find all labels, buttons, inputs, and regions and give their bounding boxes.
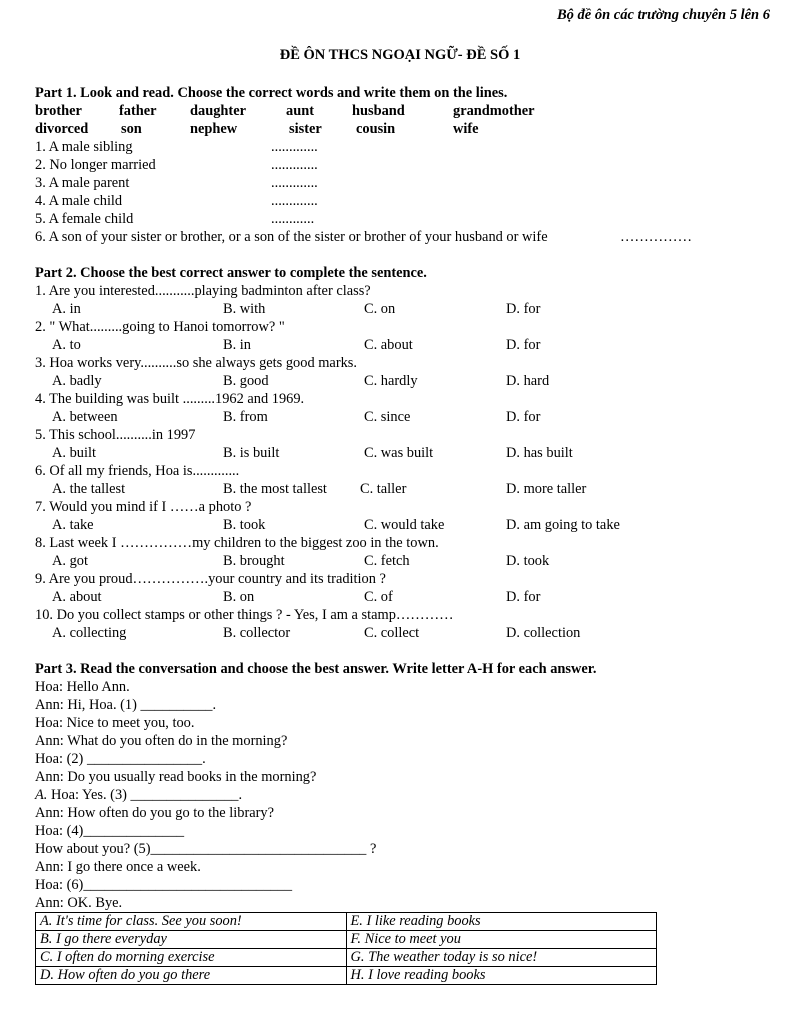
dialogue-line: Ann: How often do you go to the library? [35,805,274,821]
dialogue-line: Ann: What do you often do in the morning? [35,733,288,749]
dialogue-prefix: A. [35,787,48,803]
question-text: 1. Are you interested...........playing badminton after class? [35,283,371,299]
answer-option-b[interactable]: B. from [223,409,268,425]
answer-options-row [35,552,775,570]
dialogue-line: Ann: OK. Bye. [35,895,123,911]
word-bank-item: husband [352,103,405,119]
answer-option-b[interactable]: B. brought [223,553,285,569]
word-bank-item: son [121,121,142,137]
item-text: 6. A son of your sister or brother, or a son of the sister or brother of your husband or wife [35,229,548,245]
worksheet-content [35,84,775,985]
answer-option-d[interactable]: D. am going to take [506,517,620,533]
question-text: 7. Would you mind if I ……a photo ? [35,499,252,515]
answer-option-a[interactable]: A. about [52,589,102,605]
word-bank-item: aunt [286,103,314,119]
answer-option-b[interactable]: B. good [223,373,269,389]
dialogue-line: Hoa: Nice to meet you, too. [35,715,195,731]
word-bank-item: sister [289,121,322,137]
question-text: 2. " What.........going to Hanoi tomorrow? " [35,319,285,335]
word-bank-item: cousin [356,121,396,137]
answer-option-a[interactable]: A. to [52,337,81,353]
part1-item [35,228,775,246]
answer-options-row [35,372,775,390]
answer-options-row [35,300,775,318]
answer-option-a[interactable]: A. in [52,301,81,317]
answer-option-b[interactable]: B. is built [223,445,280,461]
part1-item [35,210,775,228]
option-cell: E. I like reading books [346,913,657,931]
answer-option-c[interactable]: C. hardly [364,373,418,389]
item-text: 4. A male child [35,193,123,209]
question-text: 8. Last week I ……………my children to the biggest zoo in the town. [35,535,439,551]
answer-option-c[interactable]: C. on [364,301,396,317]
answer-option-c[interactable]: C. fetch [364,553,410,569]
answer-option-d[interactable]: D. for [506,409,541,425]
answer-blank[interactable]: ............. [271,139,318,155]
answer-option-d[interactable]: D. for [506,301,541,317]
answer-option-b[interactable]: B. took [223,517,266,533]
part1-item [35,192,775,210]
option-cell: C. I often do morning exercise [36,949,347,967]
item-text: 1. A male sibling [35,139,133,155]
question-text: 4. The building was built .........1962 and 1969. [35,391,305,407]
answer-option-c[interactable]: C. about [364,337,413,353]
option-cell: H. I love reading books [346,967,657,985]
dialogue-line: Hoa: (6)_____________________________ [35,877,293,893]
part1-heading: Part 1. Look and read. Choose the correct words and write them on the lines. [35,85,508,101]
answer-option-c[interactable]: C. taller [360,481,407,497]
question-text: 6. Of all my friends, Hoa is............. [35,463,240,479]
answer-options-row [35,336,775,354]
option-cell: A. It's time for class. See you soon! [36,913,347,931]
answer-option-c[interactable]: C. since [364,409,411,425]
answer-option-a[interactable]: A. collecting [52,625,127,641]
word-bank-item: brother [35,103,82,119]
answer-option-d[interactable]: D. for [506,337,541,353]
word-bank-item: nephew [190,121,238,137]
answer-option-d[interactable]: D. hard [506,373,550,389]
answer-option-c[interactable]: C. was built [364,445,434,461]
doc-title: ĐỀ ÔN THCS NGOẠI NGỮ- ĐỀ SỐ 1 [279,47,521,63]
answer-blank[interactable]: ............. [271,157,318,173]
word-bank-item: divorced [35,121,89,137]
answer-option-d[interactable]: D. for [506,589,541,605]
part1-item [35,138,775,156]
part2-heading: Part 2. Choose the best correct answer to complete the sentence. [35,265,427,281]
dialogue-line: Ann: Do you usually read books in the morning? [35,769,317,785]
item-text: 5. A female child [35,211,134,227]
answer-options-row [35,588,775,606]
answer-option-b[interactable]: B. in [223,337,251,353]
question-text: 3. Hoa works very..........so she always gets good marks. [35,355,358,371]
answer-option-d[interactable]: D. has built [506,445,573,461]
dialogue-line: How about you? (5)______________________________ ? [35,841,377,857]
table-row [36,931,657,949]
answer-options-row [35,444,775,462]
part3-heading: Part 3. Read the conversation and choose the best answer. Write letter A-H for each answer. [35,661,597,677]
answer-option-d[interactable]: D. took [506,553,550,569]
header-note: Bộ đề ôn các trường chuyên 5 lên 6 [556,7,770,23]
answer-option-a[interactable]: A. take [52,517,94,533]
option-cell: F. Nice to meet you [346,931,657,949]
answer-option-b[interactable]: B. on [223,589,255,605]
dialogue-text: Hoa: Yes. (3) _______________. [51,787,243,803]
dialogue-line [35,786,775,804]
part1-item [35,156,775,174]
answer-blank[interactable]: ............. [271,193,318,209]
dialogue-line: Hoa: (2) ________________. [35,751,206,767]
answer-option-a[interactable]: A. got [52,553,88,569]
answer-option-c[interactable]: C. of [364,589,393,605]
answer-option-d[interactable]: D. more taller [506,481,587,497]
part2-question-list [35,282,775,642]
answer-option-b[interactable]: B. collector [223,625,291,641]
dialogue-line: Ann: I go there once a week. [35,859,201,875]
table-row [36,967,657,985]
option-cell: D. How often do you go there [36,967,347,985]
answer-options-row [35,480,775,498]
table-row [36,913,657,931]
answer-option-a[interactable]: A. badly [52,373,102,389]
table-row [36,949,657,967]
answer-options-row [35,408,775,426]
option-cell: G. The weather today is so nice! [346,949,657,967]
dialogue-line: Ann: Hi, Hoa. (1) __________. [35,697,217,713]
answer-option-b[interactable]: B. the most tallest [223,481,327,497]
word-bank-row-1 [35,102,775,120]
question-text: 5. This school..........in 1997 [35,427,196,443]
answer-option-c[interactable]: C. collect [364,625,420,641]
answer-options-row [35,516,775,534]
word-bank-item: father [119,103,157,119]
item-text: 3. A male parent [35,175,130,191]
answer-blank[interactable]: ............. [271,175,318,191]
word-bank-item: daughter [190,103,246,119]
answer-options-table [35,912,657,985]
item-text: 2. No longer married [35,157,156,173]
answer-option-d[interactable]: D. collection [506,625,581,641]
answer-option-a[interactable]: A. the tallest [52,481,126,497]
answer-options-row [35,624,775,642]
answer-blank[interactable]: …………… [620,229,692,245]
word-bank-item: wife [453,121,479,137]
answer-option-a[interactable]: A. built [52,445,96,461]
answer-option-b[interactable]: B. with [223,301,266,317]
answer-option-a[interactable]: A. between [52,409,118,425]
word-bank-row-2 [35,120,775,138]
part1-item [35,174,775,192]
question-text: 10. Do you collect stamps or other things ? - Yes, I am a stamp………… [35,607,454,623]
word-bank-item: grandmother [453,103,535,119]
answer-option-c[interactable]: C. would take [364,517,445,533]
question-text: 9. Are you proud…………….your country and its tradition ? [35,571,386,587]
answer-blank[interactable]: ............ [271,211,315,227]
dialogue-line: Hoa: Hello Ann. [35,679,130,695]
option-cell: B. I go there everyday [36,931,347,949]
dialogue-line: Hoa: (4)______________ [35,823,185,839]
